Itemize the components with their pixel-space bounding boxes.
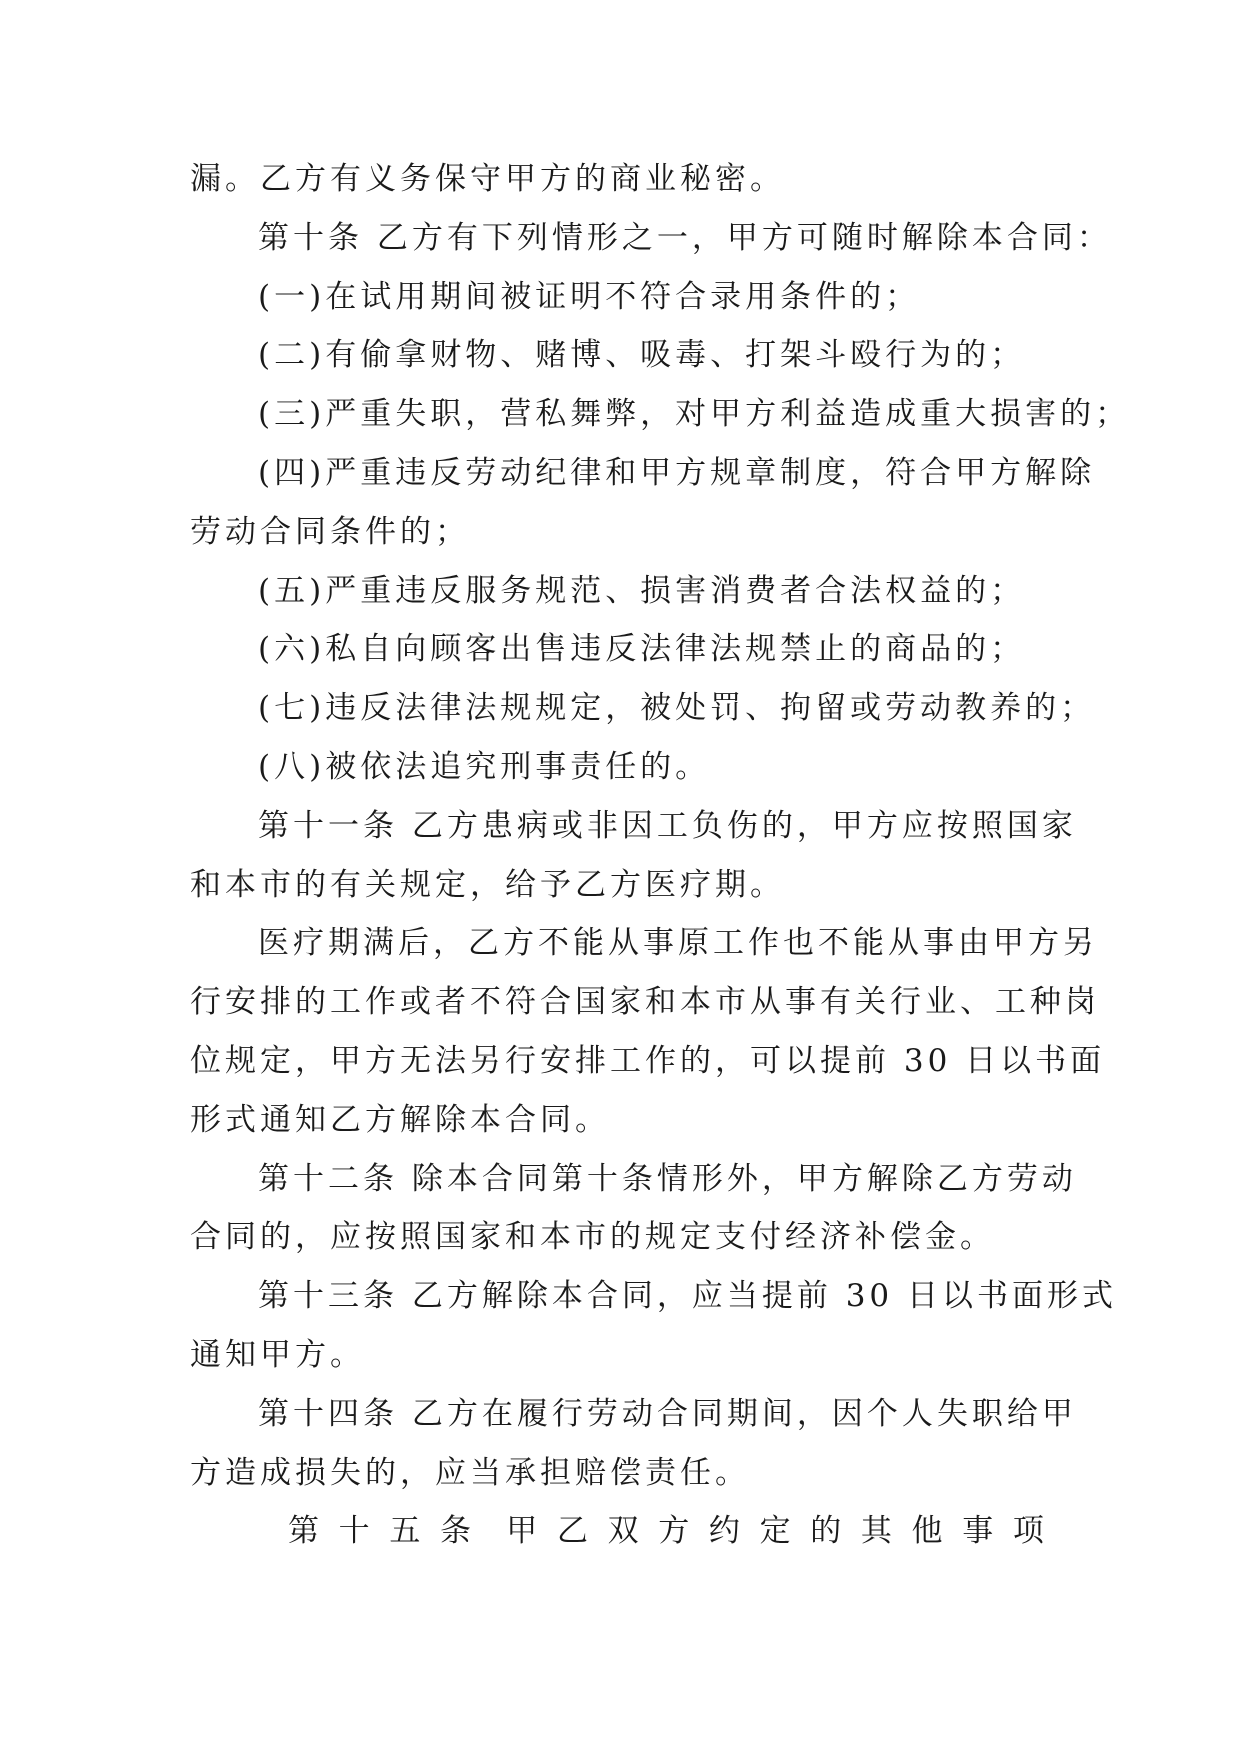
paragraph-line: 形式通知乙方解除本合同。 bbox=[190, 1101, 610, 1138]
clause-item: (三)严重失职，营私舞弊，对甲方利益造成重大损害的； bbox=[258, 396, 1131, 433]
article-10-heading: 第十条 乙方有下列情形之一，甲方可随时解除本合同： bbox=[258, 219, 1112, 256]
article-15-heading bbox=[190, 1502, 1048, 1561]
clause-item: (八)被依法追究刑事责任的。 bbox=[258, 748, 711, 785]
clause-item: (七)违反法律法规规定，被处罚、拘留或劳动教养的； bbox=[258, 690, 1096, 727]
article-15-char: 其 bbox=[860, 1513, 896, 1550]
article-14-heading: 第十四条 乙方在履行劳动合同期间，因个人失职给甲 bbox=[258, 1395, 1077, 1432]
article-15-char: 乙 bbox=[556, 1513, 592, 1550]
article-15-char: 事 bbox=[962, 1513, 998, 1550]
contract-text bbox=[190, 150, 1131, 1561]
clause-item: (四)严重违反劳动纪律和甲方规章制度，符合甲方解除 bbox=[258, 454, 1096, 491]
article-12-heading: 第十二条 除本合同第十条情形外，甲方解除乙方劳动 bbox=[258, 1160, 1077, 1197]
article-15-char: 项 bbox=[1012, 1513, 1048, 1550]
paragraph-line: 劳动合同条件的； bbox=[190, 513, 470, 550]
article-15-char: 十 bbox=[338, 1513, 374, 1550]
paragraph-line: 位规定，甲方无法另行安排工作的，可以提前 30 日以书面 bbox=[190, 1042, 1106, 1079]
clause-item: (一)在试用期间被证明不符合录用条件的； bbox=[258, 278, 921, 315]
article-15-char: 第 bbox=[288, 1513, 323, 1550]
clause-item: (六)私自向顾客出售违反法律法规禁止的商品的； bbox=[258, 631, 1026, 668]
clause-item: (五)严重违反服务规范、损害消费者合法权益的； bbox=[258, 572, 1026, 609]
article-15-char: 条 bbox=[439, 1513, 475, 1550]
article-15-char: 甲 bbox=[506, 1513, 542, 1550]
article-11-heading: 第十一条 乙方患病或非因工负伤的，甲方应按照国家 bbox=[258, 807, 1077, 844]
paragraph-line: 行安排的工作或者不符合国家和本市从事有关行业、工种岗 bbox=[190, 984, 1100, 1021]
article-15-char: 双 bbox=[607, 1513, 643, 1550]
article-15-char: 五 bbox=[389, 1513, 425, 1550]
paragraph-line: 漏。乙方有义务保守甲方的商业秘密。 bbox=[190, 161, 785, 197]
paragraph-line: 通知甲方。 bbox=[190, 1336, 365, 1373]
article-15-char: 他 bbox=[911, 1513, 947, 1550]
article-15-char: 方 bbox=[658, 1513, 694, 1550]
article-15-char: 的 bbox=[810, 1513, 846, 1550]
paragraph-line: 和本市的有关规定，给予乙方医疗期。 bbox=[190, 866, 785, 903]
article-13-heading: 第十三条 乙方解除本合同，应当提前 30 日以书面形式 bbox=[258, 1278, 1118, 1315]
clause-item: (二)有偷拿财物、赌博、吸毒、打架斗殴行为的； bbox=[258, 337, 1026, 374]
article-15-char: 定 bbox=[759, 1513, 795, 1550]
article-15-char: 约 bbox=[708, 1513, 744, 1550]
paragraph-line: 医疗期满后，乙方不能从事原工作也不能从事由甲方另 bbox=[258, 925, 1098, 962]
paragraph-line: 合同的，应按照国家和本市的规定支付经济补偿金。 bbox=[190, 1219, 995, 1256]
paragraph-line: 方造成损失的，应当承担赔偿责任。 bbox=[190, 1454, 750, 1491]
